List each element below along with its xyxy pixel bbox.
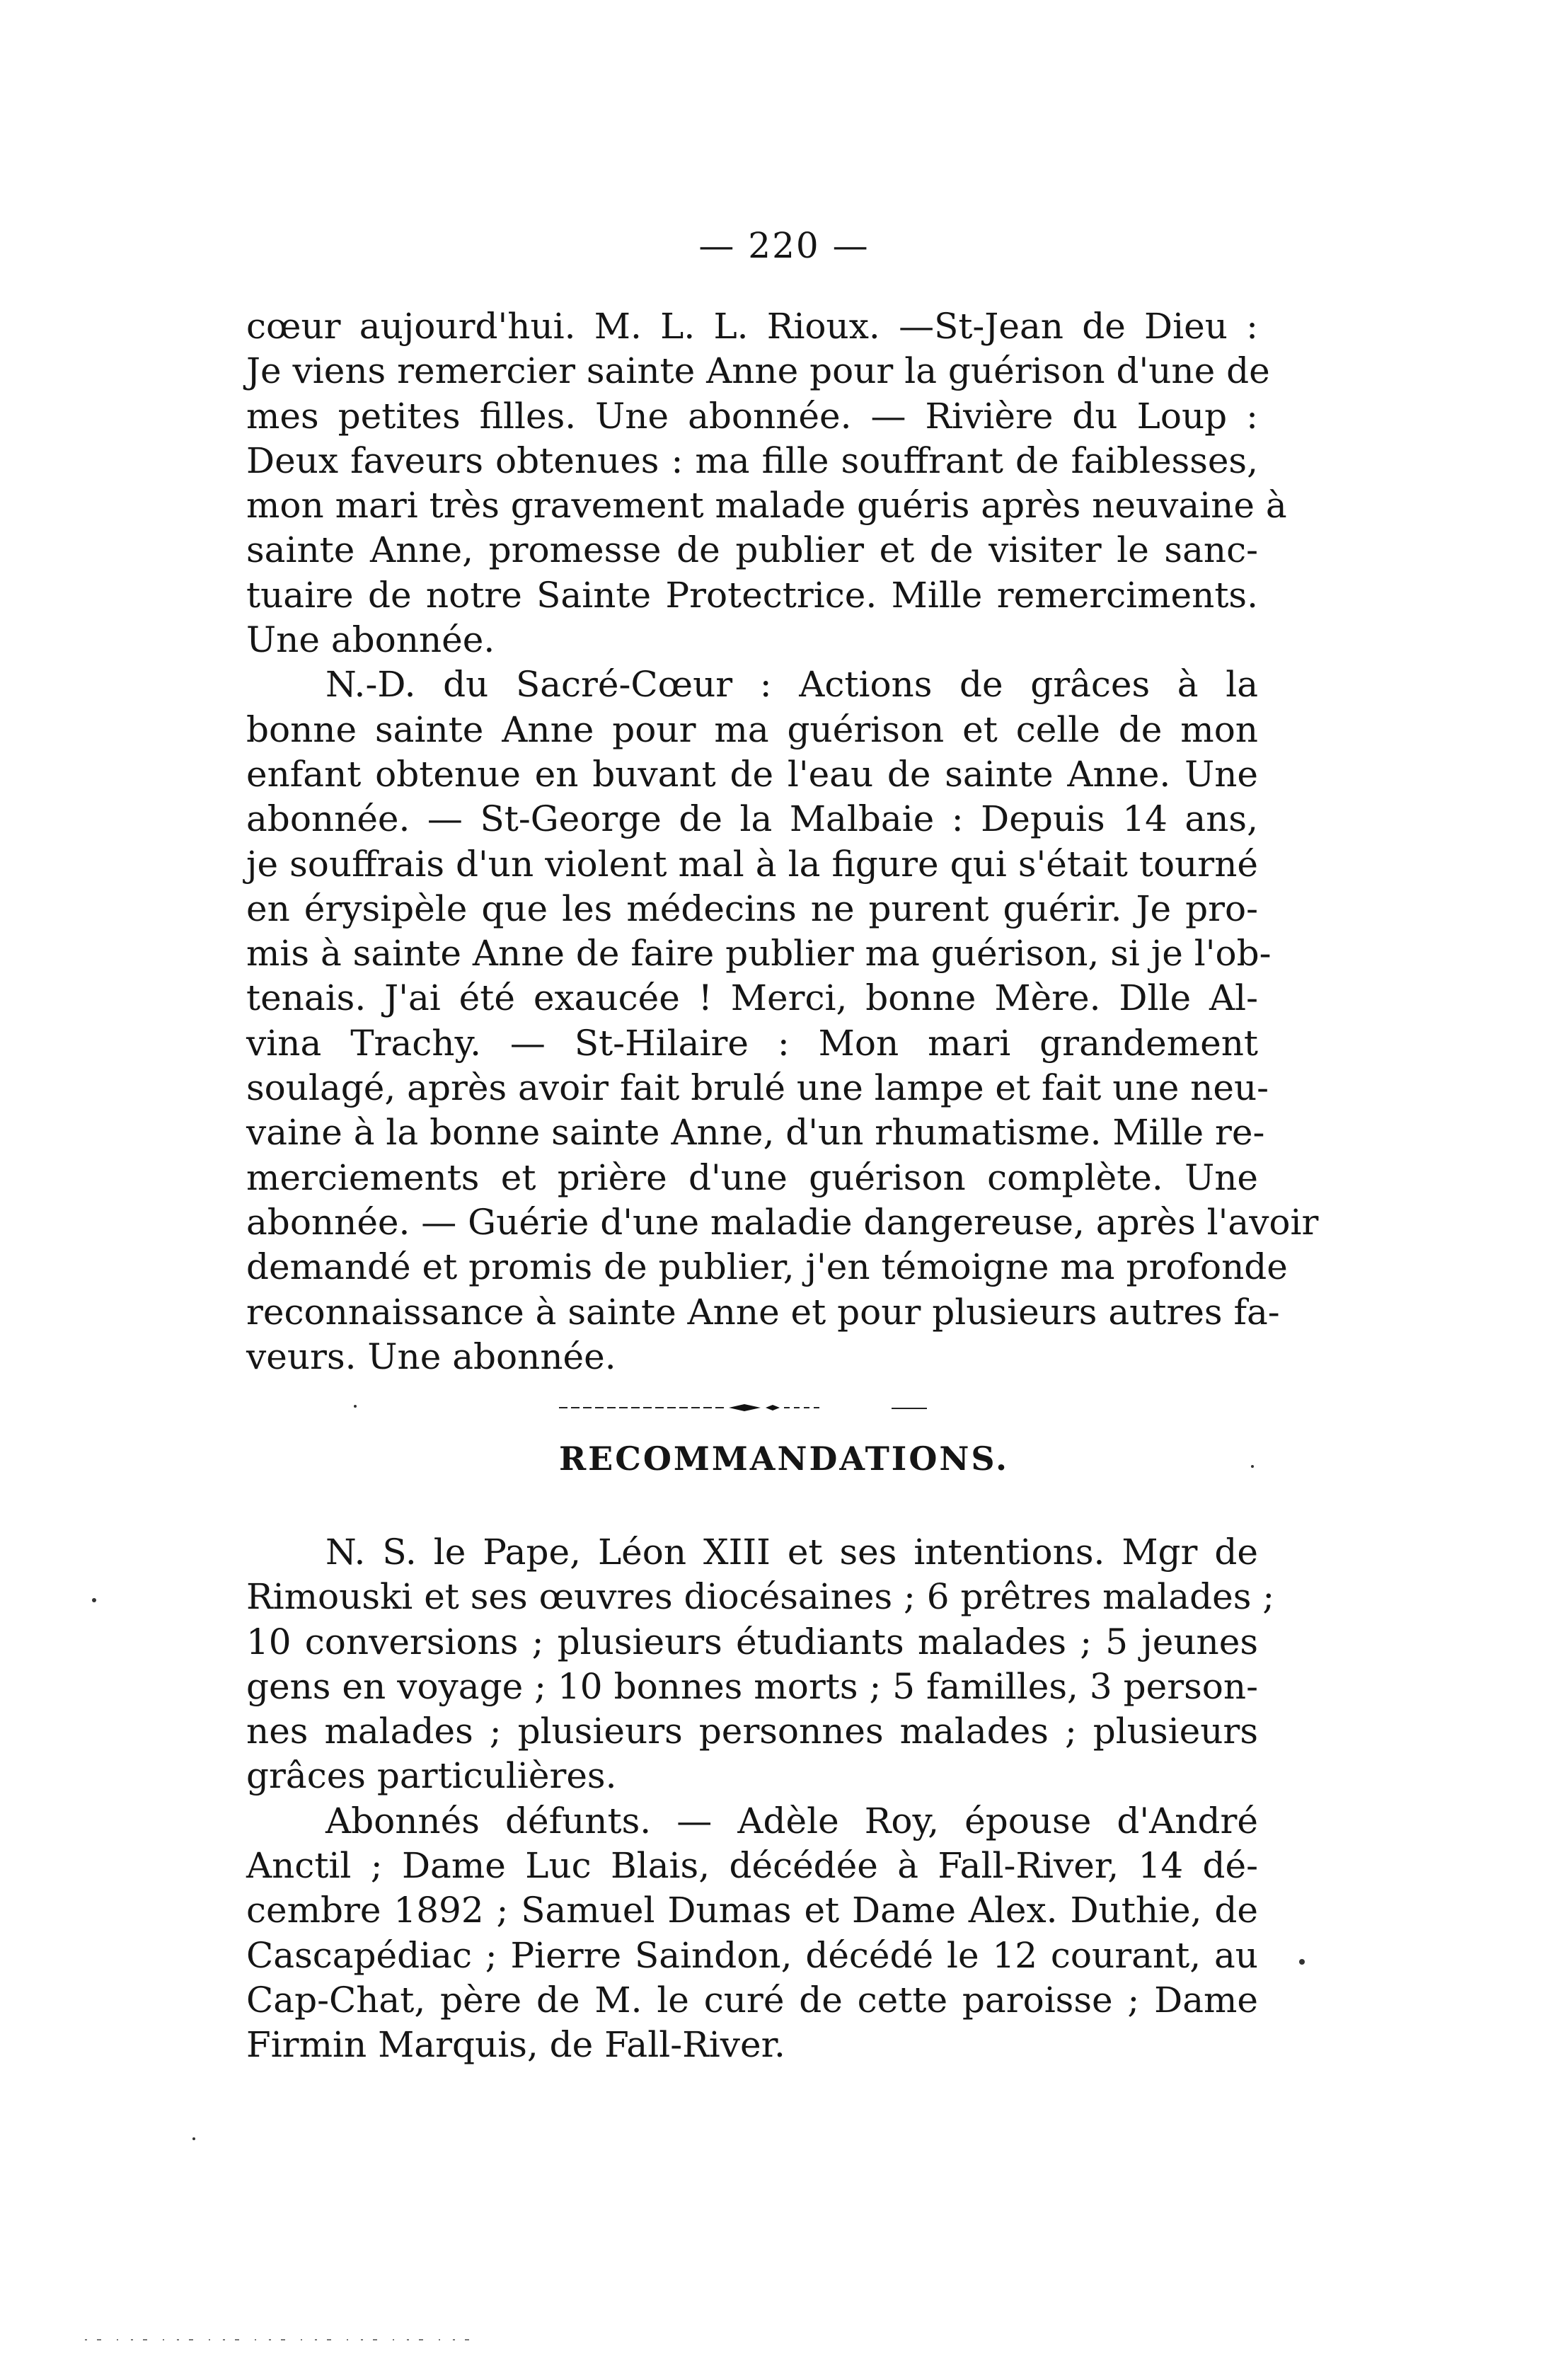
text-line: merciements et prière d'une guérison complète. Une [246,1156,1258,1198]
text-line: mon mari très gravement malade guéris après neuvaine à [246,485,1287,527]
text-line: vaine à la bonne sainte Anne, d'un rhumatisme. Mille re- [246,1112,1265,1154]
text-line: Cascapédiac ; Pierre Saindon, décédé le 12 courant, au [246,1934,1258,1976]
section-heading: RECOMMANDATIONS. [558,1440,1010,1478]
ornament-divider [559,1402,927,1413]
text-line: mes petites filles. Une abonnée. — Rivière du Loup : [246,395,1258,437]
text-line: N. S. le Pape, Léon XIII et ses intentions. Mgr de [325,1532,1258,1573]
text-line: Une abonnée. [246,619,495,661]
scan-speck [192,2137,195,2140]
text-line: tuaire de notre Sainte Protectrice. Mille remerciments. [246,574,1258,616]
scan-speck [1251,1465,1254,1468]
text-line: abonnée. — St-George de la Malbaie : Depuis 14 ans, [246,798,1258,840]
testimonials-text [246,304,1319,1379]
text-line: tenais. J'ai été exaucée ! Merci, bonne Mère. Dlle Al- [246,977,1258,1019]
text-line: Rimouski et ses œuvres diocésaines ; 6 prêtres malades ; [246,1576,1275,1618]
text-line: vina Trachy. — St-Hilaire : Mon mari grandement [246,1022,1258,1064]
text-line: nes malades ; plusieurs personnes malades ; plusieurs [246,1711,1258,1752]
text-line: cœur aujourd'hui. M. L. L. Rioux. —St-Jean de Dieu : [246,306,1258,347]
recommendations-text [246,1530,1275,2068]
text-line: cembre 1892 ; Samuel Dumas et Dame Alex. Duthie, de [246,1890,1258,1931]
text-line: je souffrais d'un violent mal à la figure qui s'était tourné [246,843,1258,885]
text-line: sainte Anne, promesse de publier et de visiter le sanc- [246,529,1258,571]
text-line: soulagé, après avoir fait brulé une lampe et fait une neu- [246,1067,1269,1109]
scan-speck [92,1598,96,1602]
text-line: gens en voyage ; 10 bonnes morts ; 5 familles, 3 person- [246,1665,1258,1707]
text-line: Firmin Marquis, de Fall-River. [246,2024,785,2066]
text-line: Deux faveurs obtenues : ma fille souffrant de faiblesses, [246,440,1258,481]
text-line: reconnaissance à sainte Anne et pour plusieurs autres fa- [246,1291,1280,1333]
text-line: demandé et promis de publier, j'en témoigne ma profonde [246,1246,1288,1288]
text-line: grâces particulières. [246,1755,617,1797]
text-line: bonne sainte Anne pour ma guérison et celle de mon [246,708,1258,750]
scan-speck [1299,1959,1305,1965]
text-line: Anctil ; Dame Luc Blais, décédée à Fall-River, 14 dé- [246,1845,1258,1887]
text-line: abonnée. — Guérie d'une maladie dangereuse, après l'avoir [246,1201,1319,1243]
text-line: en érysipèle que les médecins ne purent guérir. Je pro- [246,887,1258,929]
scan-speck [354,1405,357,1408]
text-line: 10 conversions ; plusieurs étudiants malades ; 5 jeunes [246,1621,1258,1662]
text-line: veurs. Une abonnée. [246,1335,616,1377]
text-line: enfant obtenue en buvant de l'eau de sainte Anne. Une [246,753,1258,795]
page-number: — 220 — [698,225,870,266]
text-line: N.-D. du Sacré-Cœur : Actions de grâces à la [325,664,1258,706]
scan-edge-noise [85,2336,481,2344]
text-line: Je viens remercier sainte Anne pour la guérison d'une de [246,350,1270,392]
text-line: Cap-Chat, père de M. le curé de cette paroisse ; Dame [246,1979,1258,2021]
text-line: mis à sainte Anne de faire publier ma guérison, si je l'ob- [246,933,1272,975]
text-line: Abonnés défunts. — Adèle Roy, épouse d'André [325,1800,1258,1842]
